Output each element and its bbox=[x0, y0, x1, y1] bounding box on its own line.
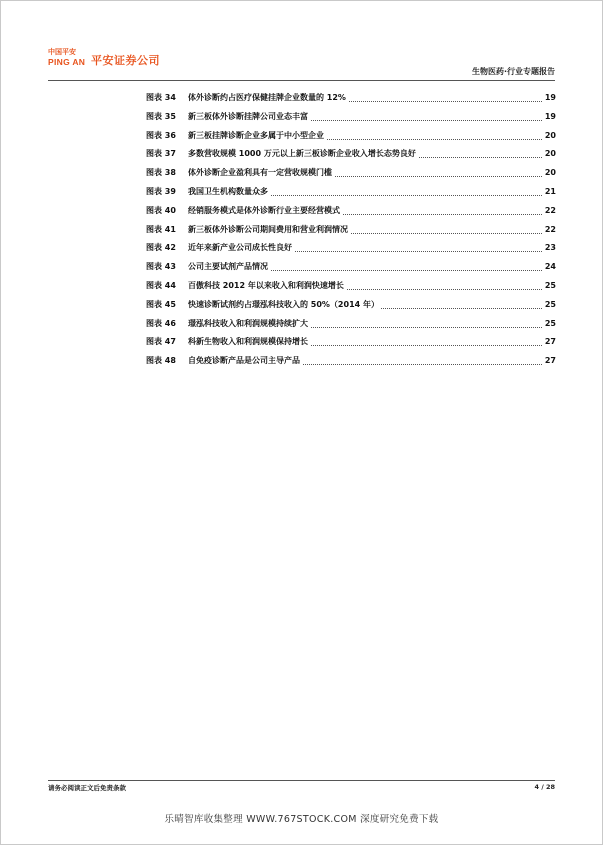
toc-figure-title[interactable]: 自免疫诊断产品是公司主导产品 bbox=[188, 352, 302, 371]
toc-page-number: 27 bbox=[543, 352, 556, 371]
toc-figure-label: 图表 48 bbox=[146, 356, 176, 366]
toc-row[interactable] bbox=[146, 315, 556, 334]
toc-figure-title[interactable]: 近年来新产业公司成长性良好 bbox=[188, 239, 294, 258]
toc-page-number: 24 bbox=[543, 258, 556, 277]
toc-figure-label: 图表 40 bbox=[146, 205, 176, 215]
toc-figure-title[interactable]: 新三板体外诊断公司期间费用和营业利润情况 bbox=[188, 221, 350, 240]
toc-figure-title[interactable]: 科新生物收入和利润规模保持增长 bbox=[188, 333, 310, 352]
report-category: 生物医药·行业专题报告 bbox=[471, 67, 555, 76]
toc-figure-label: 图表 34 bbox=[146, 93, 176, 102]
toc-figure-title[interactable]: 快速诊断试剂约占璟泓科技收入的 50%（2014 年） bbox=[188, 296, 381, 315]
toc-row[interactable] bbox=[146, 164, 556, 183]
toc-row[interactable] bbox=[146, 333, 556, 352]
toc-figure-label: 图表 42 bbox=[146, 243, 176, 253]
toc-figure-label: 图表 39 bbox=[146, 186, 176, 196]
toc-row[interactable] bbox=[146, 277, 556, 296]
footer-disclaimer: 请务必阅读正文后免责条款 bbox=[48, 784, 126, 792]
footer-page-number: 4 / 28 bbox=[534, 783, 555, 791]
toc-row[interactable] bbox=[146, 183, 556, 202]
toc-page-number: 22 bbox=[543, 202, 556, 221]
toc-page-number: 25 bbox=[543, 296, 556, 315]
toc-figure-title[interactable]: 体外诊断约占医疗保健挂牌企业数量的 12% bbox=[188, 89, 348, 108]
toc-figure-title[interactable]: 璟泓科技收入和利润规模持续扩大 bbox=[188, 315, 310, 334]
toc-page-number: 19 bbox=[543, 89, 556, 108]
toc-page-number: 25 bbox=[543, 277, 556, 296]
toc-row[interactable] bbox=[146, 296, 556, 315]
toc-figure-title[interactable]: 新三板挂牌诊断企业多属于中小型企业 bbox=[188, 127, 326, 146]
toc-figure-label: 图表 37 bbox=[146, 149, 176, 159]
toc-page-number: 22 bbox=[543, 221, 556, 240]
toc-figure-title[interactable]: 百傲科技 2012 年以来收入和利润快速增长 bbox=[188, 277, 346, 296]
toc-page-number: 20 bbox=[543, 127, 556, 146]
toc-row[interactable] bbox=[146, 221, 556, 240]
toc-row[interactable] bbox=[146, 239, 556, 258]
toc-figure-label: 图表 47 bbox=[146, 337, 176, 347]
toc-page-number: 20 bbox=[543, 145, 556, 164]
toc-figure-title[interactable]: 经销服务模式是体外诊断行业主要经营模式 bbox=[188, 202, 342, 221]
toc-figure-label: 图表 45 bbox=[146, 299, 176, 309]
toc-figure-label: 图表 46 bbox=[146, 318, 176, 328]
footer-divider bbox=[48, 780, 555, 781]
toc-row[interactable] bbox=[146, 202, 556, 221]
toc-row[interactable] bbox=[146, 352, 556, 371]
toc-page-number: 21 bbox=[543, 183, 556, 202]
toc-page-number: 19 bbox=[543, 108, 556, 127]
toc-figure-label: 图表 44 bbox=[146, 280, 176, 290]
logo-cn-small: 中国平安 bbox=[48, 48, 76, 56]
toc-figure-label: 图表 43 bbox=[146, 262, 176, 272]
toc-figure-label: 图表 38 bbox=[146, 168, 176, 178]
toc-row[interactable] bbox=[146, 89, 556, 108]
toc-row[interactable] bbox=[146, 108, 556, 127]
toc-figure-title[interactable]: 公司主要试剂产品情况 bbox=[188, 258, 270, 277]
toc-figure-title[interactable]: 新三板体外诊断挂牌公司业态丰富 bbox=[188, 108, 310, 127]
toc-page-number: 23 bbox=[543, 239, 556, 258]
logo-en: PING AN bbox=[48, 57, 86, 67]
pingan-logo bbox=[48, 47, 188, 73]
toc-figure-label: 图表 41 bbox=[146, 224, 176, 234]
toc-figure-title[interactable]: 我国卫生机构数量众多 bbox=[188, 183, 270, 202]
header-divider bbox=[48, 80, 555, 81]
toc-figure-title[interactable]: 体外诊断企业盈利具有一定营收规模门槛 bbox=[188, 164, 334, 183]
toc-row[interactable] bbox=[146, 258, 556, 277]
watermark-text: 乐晴智库收集整理 WWW.767STOCK.COM 深度研究免费下载 bbox=[164, 814, 439, 825]
toc-figure-title[interactable]: 多数营收规模 1000 万元以上新三板诊断企业收入增长态势良好 bbox=[188, 145, 418, 164]
toc-figure-label: 图表 35 bbox=[146, 111, 176, 121]
toc-row[interactable] bbox=[146, 127, 556, 146]
toc-page-number: 20 bbox=[543, 164, 556, 183]
toc-page-number: 27 bbox=[543, 333, 556, 352]
toc-figure-label: 图表 36 bbox=[146, 130, 176, 140]
logo-company-name: 平安证券公司 bbox=[91, 54, 160, 67]
table-of-figures bbox=[146, 89, 556, 371]
toc-page-number: 25 bbox=[543, 315, 556, 334]
toc-row[interactable] bbox=[146, 145, 556, 164]
